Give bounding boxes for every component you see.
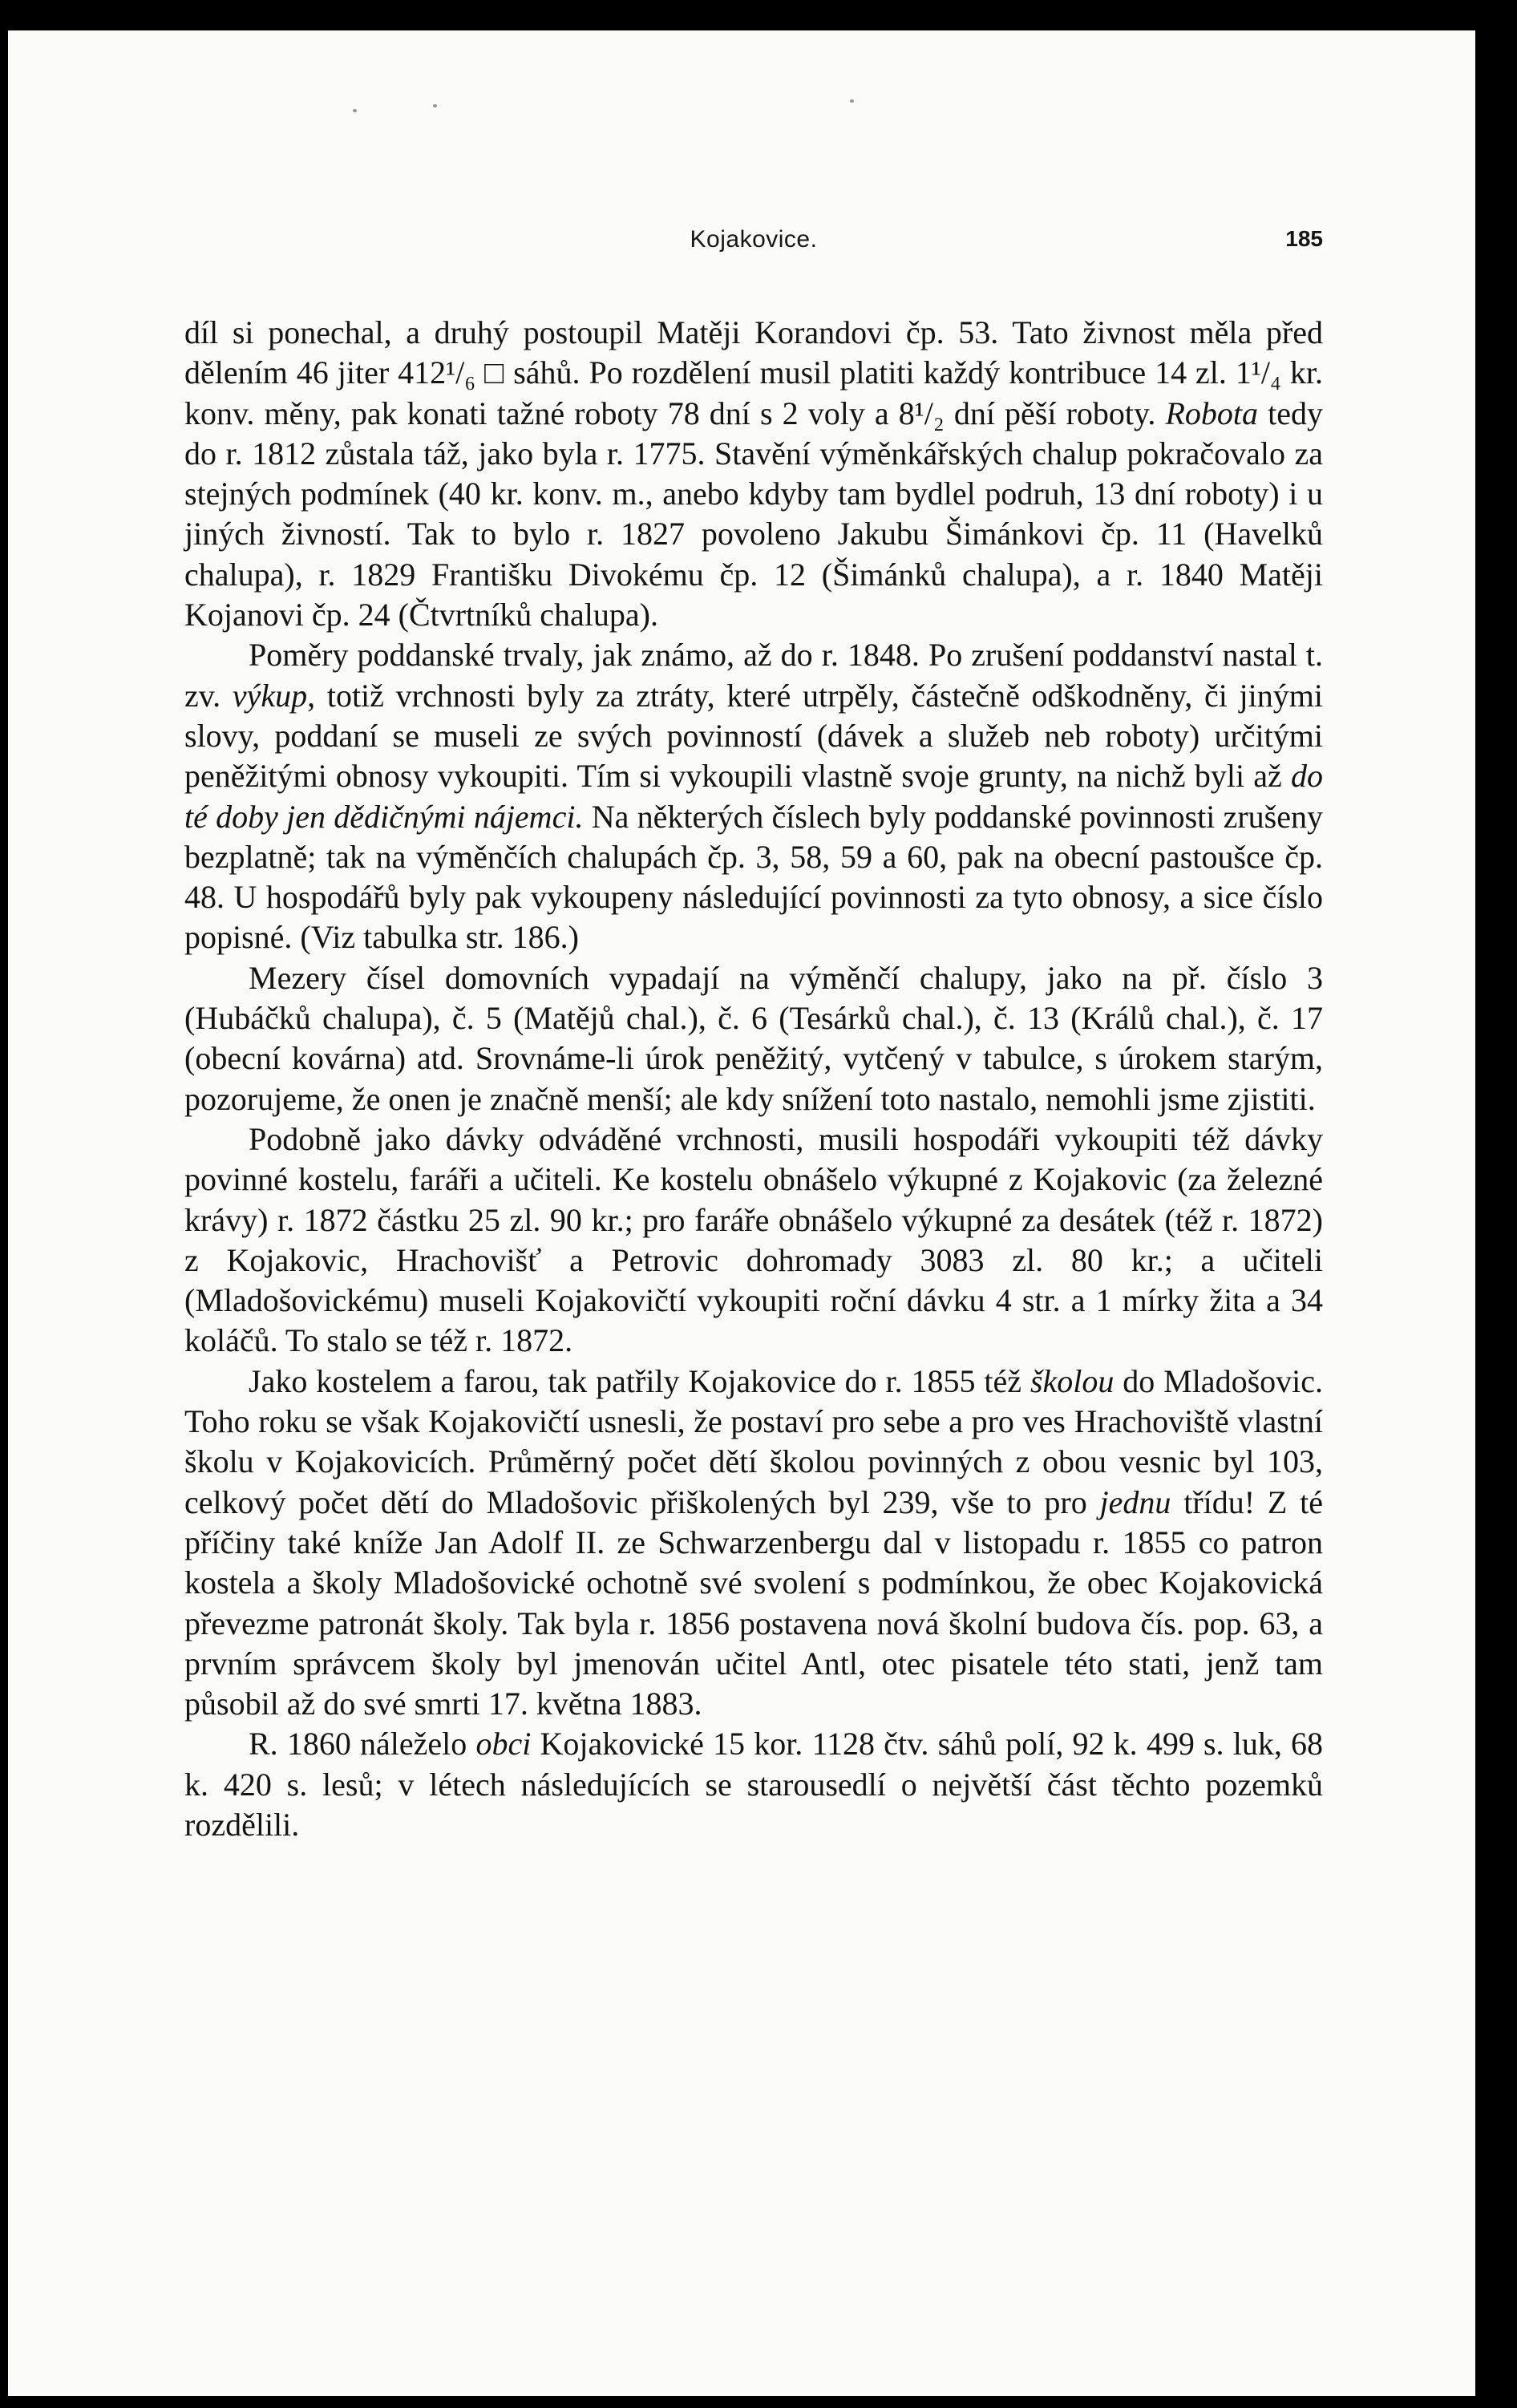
body-text: [184, 313, 1323, 1845]
paragraph: [184, 313, 1323, 635]
text-run: Poměry poddanské trvaly, jak známo, až do r. 1848. Po zrušení poddanství nastal t. zv.: [184, 637, 1323, 714]
paragraph: [184, 958, 1323, 1119]
text-run: Kojakovické 15 kor. 1128 čtv. sáhů polí, 92 k. 499 s. luk, 68 k. 420 s. lesů; v létech následujících se starousedlí o největší část těchto pozemků rozdělili.: [184, 1726, 1324, 1843]
paragraph: [184, 1119, 1323, 1362]
text-run: tedy do r. 1812 zůstala táž, jako byla r. 1775. Stavění výměnkářských chalup pokračovalo za stejných podmínek (40 kr. konv. m., anebo kdyby tam bydlel podruh, 13 dní roboty) i u jiných živností. Tak to bylo r. 1827 povoleno Jakubu Šimánkovi čp. 11 (Havelků chalupa), r. 1829 Františku Divokému čp. 12 (Šimánků chalupa), a r. 1840 Matěji Kojanovi čp. 24 (Čtvrtníků chalupa).: [184, 395, 1323, 633]
text-run: do Mladošovic. Toho roku se však Kojakovičtí usnesli, že postaví pro sebe a pro ves Hrachoviště vlastní školu v Kojakovicích. Průměrný počet dětí školou povinných z obou vesnic byl 103, celkový počet dětí do Mladošovic přiškolených byl 239, vše to pro: [184, 1362, 1323, 1520]
paragraph: [184, 1362, 1323, 1725]
text-run: díl si ponechal, a druhý postoupil Matěji Korandovi čp. 53. Tato živnost měla před dělením 46 jiter 412¹/₆ □ sáhů. Po rozdělení musil platiti každý kontribuce 14 zl. 1¹/₄ kr. konv. měny, pak konati tažné roboty 78 dní s 2 voly a 8¹/₂ dní pěší roboty.: [184, 314, 1323, 431]
text-run: Mezery čísel domovních vypadají na výměnčí chalupy, jako na př. číslo 3 (Hubáčků chalupa), č. 5 (Matějů chal.), č. 6 (Tesárků chal.), č. 13 (Králů chal.), č. 17 (obecní kovárna) atd. Srovnáme-li úrok peněžitý, vytčený v tabulce, s úrokem starým, pozorujeme, že onen je značně menší; ale kdy snížení toto nastalo, nemohli jsme zjistiti.: [184, 959, 1323, 1117]
scan-speck: [353, 109, 357, 112]
paragraph: [184, 635, 1323, 957]
running-title: Kojakovice.: [690, 226, 818, 253]
text-run: Jako kostelem a farou, tak patřily Kojakovice do r. 1855 též: [249, 1362, 1030, 1399]
text-run: R. 1860 náleželo: [249, 1726, 476, 1762]
emphasis-text: jednu: [1099, 1483, 1171, 1520]
emphasis-text: školou: [1030, 1362, 1114, 1399]
text-run: Na některých číslech byly poddanské povinnosti zrušeny bezplatně; tak na výměnčích chalupách čp. 3, 58, 59 a 60, pak na obecní pastoušce čp. 48. U hospodářů byly pak vykoupeny následující povinnosti za tyto obnosy, a sice číslo popisné. (Viz tabulka str. 186.): [184, 798, 1324, 956]
text-run: , totiž vrchnosti byly za ztráty, které utrpěly, částečně odškodněny, či jinými slovy, poddaní se museli ze svých povinností (dávek a služeb neb roboty) určitými peněžitými obnosy vykoupiti. Tím si vykoupili vlastně svoje grunty, na nichž byli až: [184, 677, 1323, 795]
text-run: třídu! Z té příčiny také kníže Jan Adolf II. ze Schwarzenbergu dal v listopadu r. 1855 co patron kostela a školy Mladošovické ochotně své svolení s podmínkou, že obec Kojakovická převezme patronát školy. Tak byla r. 1856 postavena nová školní budova čís. pop. 63, a prvním správcem školy byl jmenován učitel Antl, otec pisatele této stati, jenž tam působil až do své smrti 17. května 1883.: [184, 1483, 1323, 1722]
page-header: [184, 226, 1323, 266]
emphasis-text: Robota: [1165, 395, 1259, 431]
paragraph: [184, 1724, 1323, 1845]
emphasis-text: obci: [475, 1726, 532, 1762]
scan-left-edge: [0, 0, 8, 2408]
text-run: Podobně jako dávky odváděné vrchnosti, musili hospodáři vykoupiti též dávky povinné kostelu, faráři a učiteli. Ke kostelu obnášelo výkupné z Kojakovic (za železné krávy) r. 1872 částku 25 zl. 90 kr.; pro faráře obnášelo výkupné za desátek (též r. 1872) z Kojakovic, Hrachovišť a Petrovic dohromady 3083 zl. 80 kr.; a učiteli (Mladošovickému) museli Kojakovičtí vykoupiti roční dávku 4 str. a 1 mírky žita a 34 koláčů. To stalo se též r. 1872.: [184, 1120, 1323, 1359]
scan-speck: [850, 99, 854, 103]
scan-speck: [433, 104, 437, 107]
emphasis-text: do té doby jen dědičnými nájemci.: [184, 758, 1323, 835]
page-number: 185: [1285, 226, 1323, 251]
emphasis-text: výkup: [232, 677, 308, 714]
